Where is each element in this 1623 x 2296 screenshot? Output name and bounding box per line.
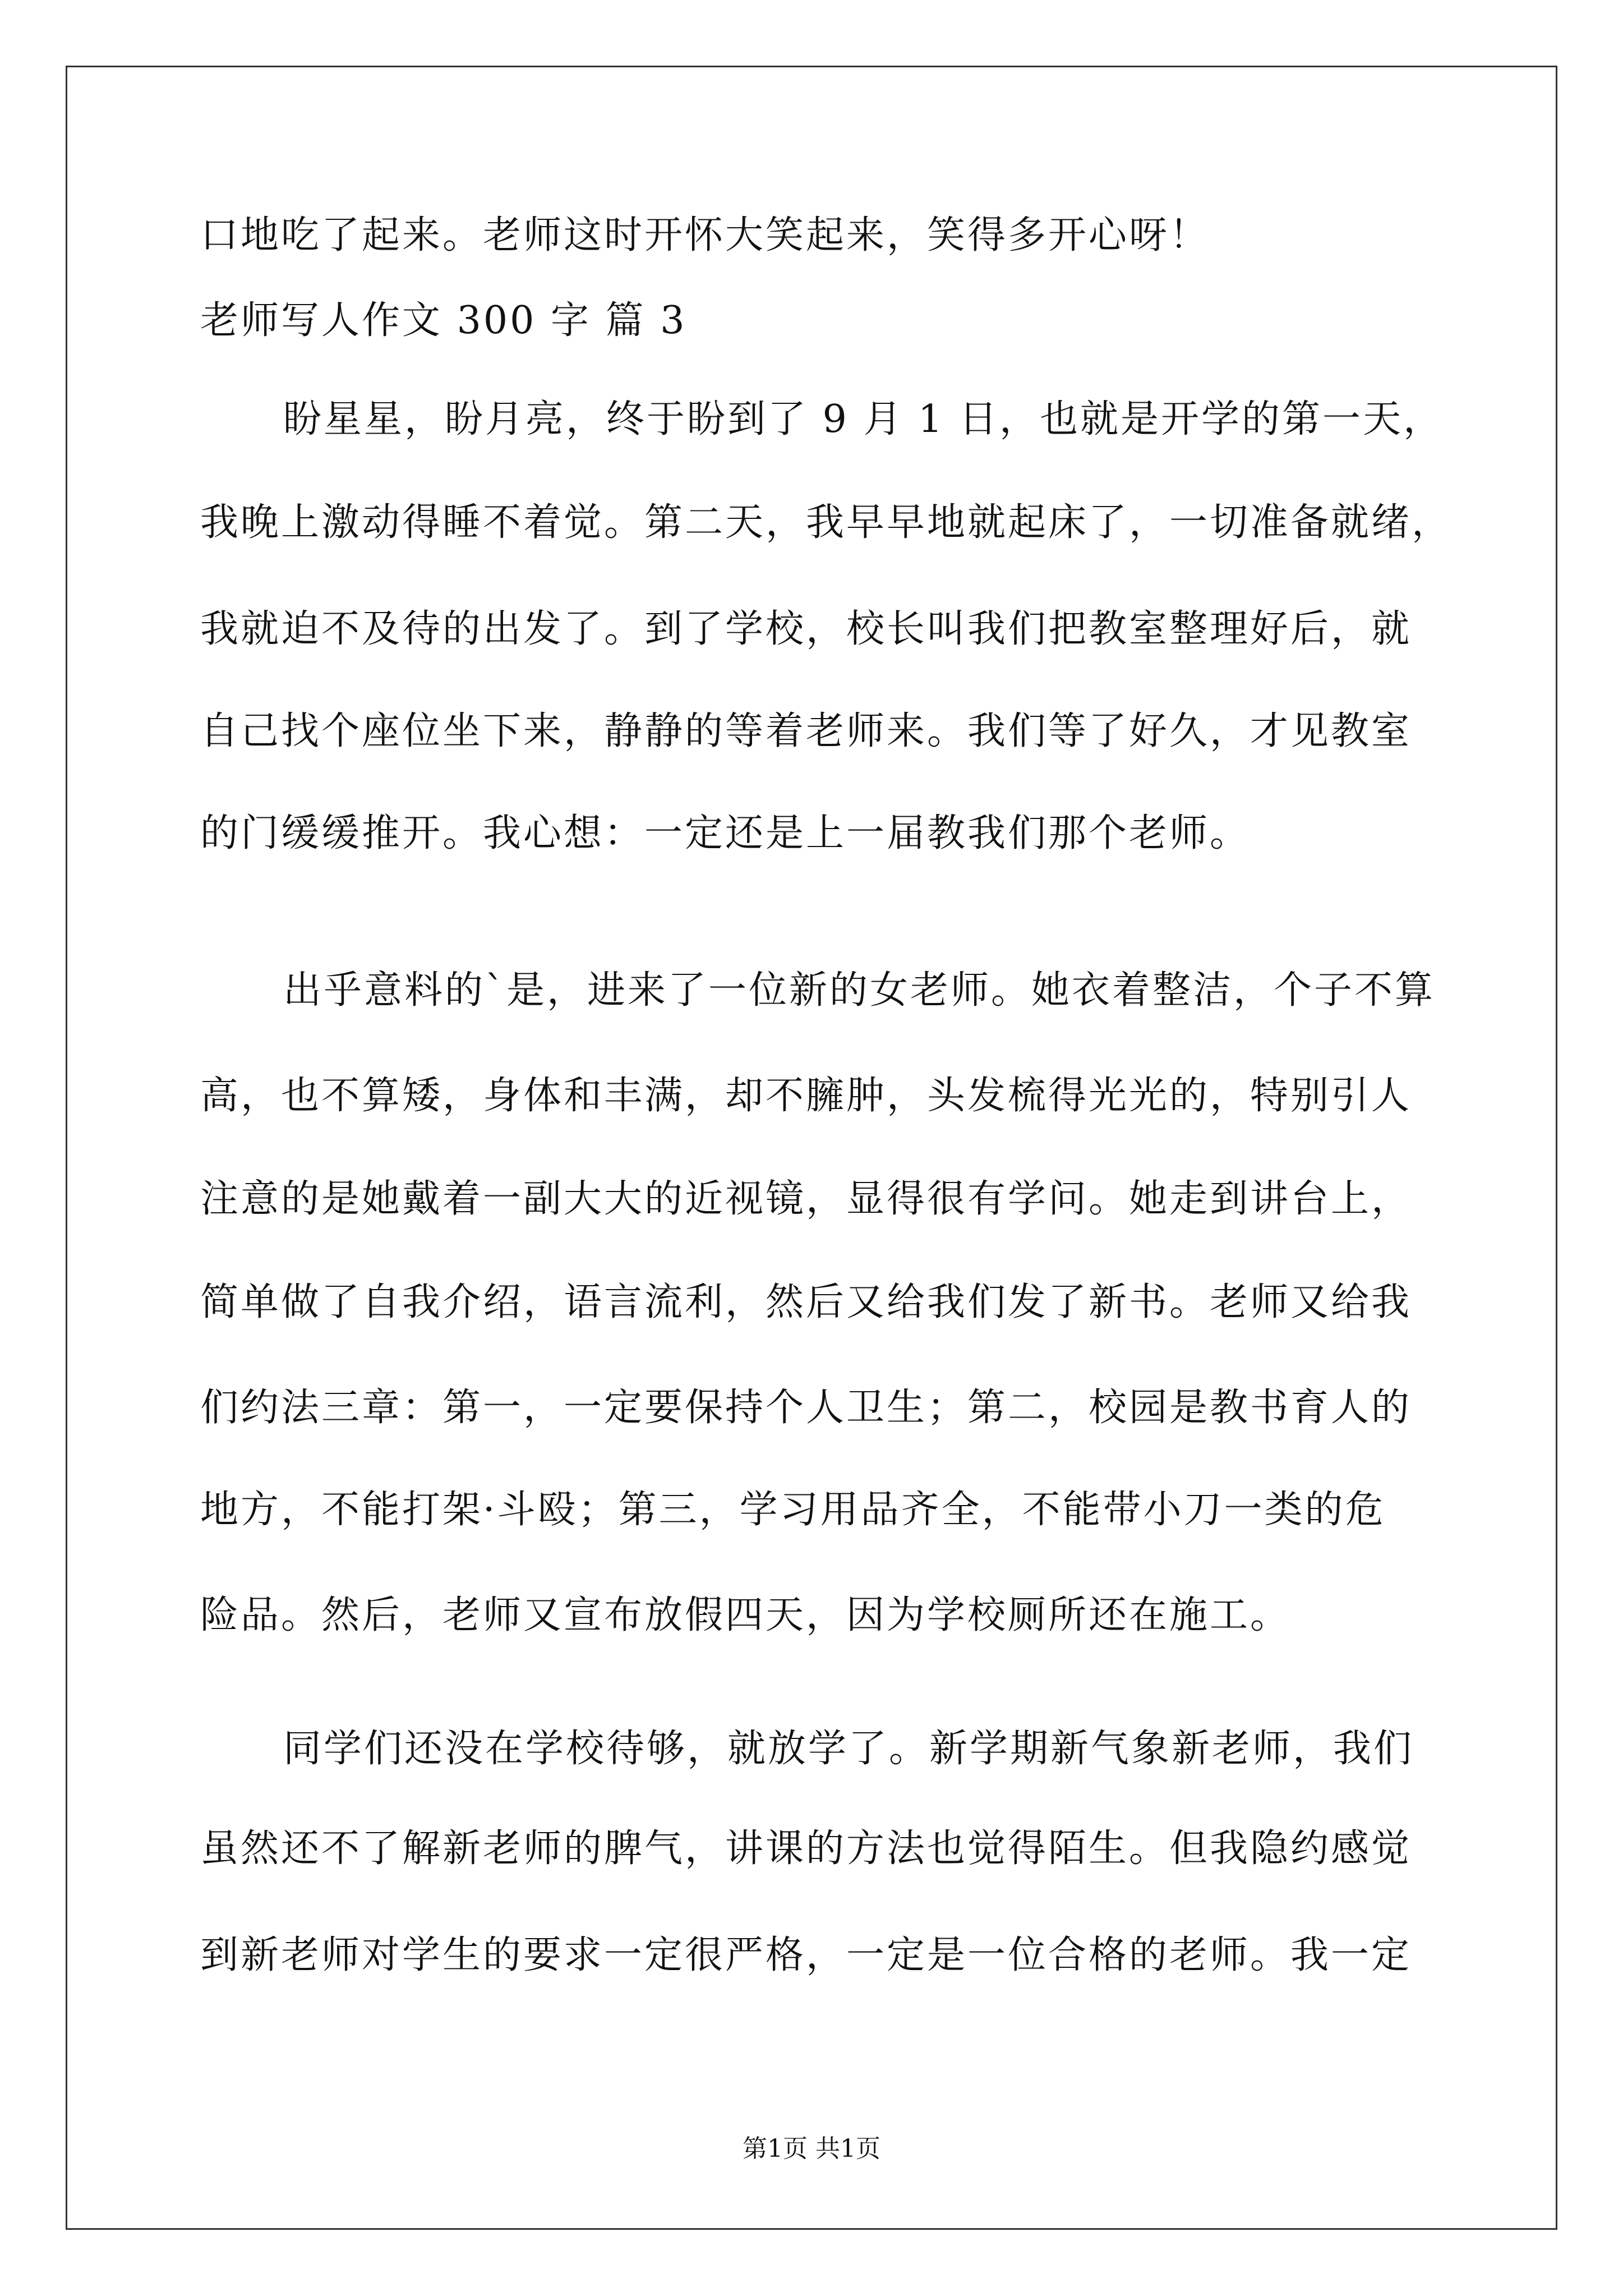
text-line-11: 简单做了自我介绍，语言流利，然后又给我们发了新书。老师又给我 (200, 1280, 1412, 1324)
text-line-3: 盼星星，盼月亮，终于盼到了 9 月 1 日，也就是开学的第一天， (283, 397, 1444, 441)
text-line-14: 险品。然后，老师又宣布放假四天，因为学校厕所还在施工。 (200, 1593, 1291, 1637)
text-line-12: 们约法三章：第一，一定要保持个人卫生；第二，校园是教书育人的 (200, 1386, 1412, 1430)
text-line-7: 的门缓缓推开。我心想：一定还是上一届教我们那个老师。 (200, 811, 1251, 855)
text-line-5: 我就迫不及待的出发了。到了学校，校长叫我们把教室整理好后，就 (200, 607, 1412, 651)
text-line-8: 出乎意料的`是，进来了一位新的女老师。她衣着整洁，个子不算 (283, 968, 1436, 1013)
section-heading: 老师写人作文 300 字 篇 3 (200, 298, 687, 343)
text-line-4: 我晚上激动得睡不着觉。第二天，我早早地就起床了，一切准备就绪， (200, 500, 1453, 545)
text-line-10: 注意的是她戴着一副大大的近视镜，显得很有学问。她走到讲台上， (200, 1177, 1412, 1221)
text-line-16: 虽然还不了解新老师的脾气，讲课的方法也觉得陌生。但我隐约感觉 (200, 1826, 1412, 1871)
text-line-9: 高，也不算矮，身体和丰满，却不臃肿，头发梳得光光的，特别引人 (200, 1074, 1412, 1118)
text-line-13: 地方，不能打架·斗殴；第三，学习用品齐全，不能带小刀一类的危 (200, 1488, 1386, 1532)
page-border (66, 66, 1557, 2230)
text-line-17: 到新老师对学生的要求一定很严格，一定是一位合格的老师。我一定 (200, 1933, 1412, 1977)
text-line-6: 自己找个座位坐下来，静静的等着老师来。我们等了好久，才见教室 (200, 709, 1412, 753)
page-footer: 第1页 共1页 (743, 2134, 880, 2163)
text-line-1: 口地吃了起来。老师这时开怀大笑起来，笑得多开心呀！ (200, 213, 1210, 257)
text-line-15: 同学们还没在学校待够，就放学了。新学期新气象新老师，我们 (283, 1727, 1414, 1771)
